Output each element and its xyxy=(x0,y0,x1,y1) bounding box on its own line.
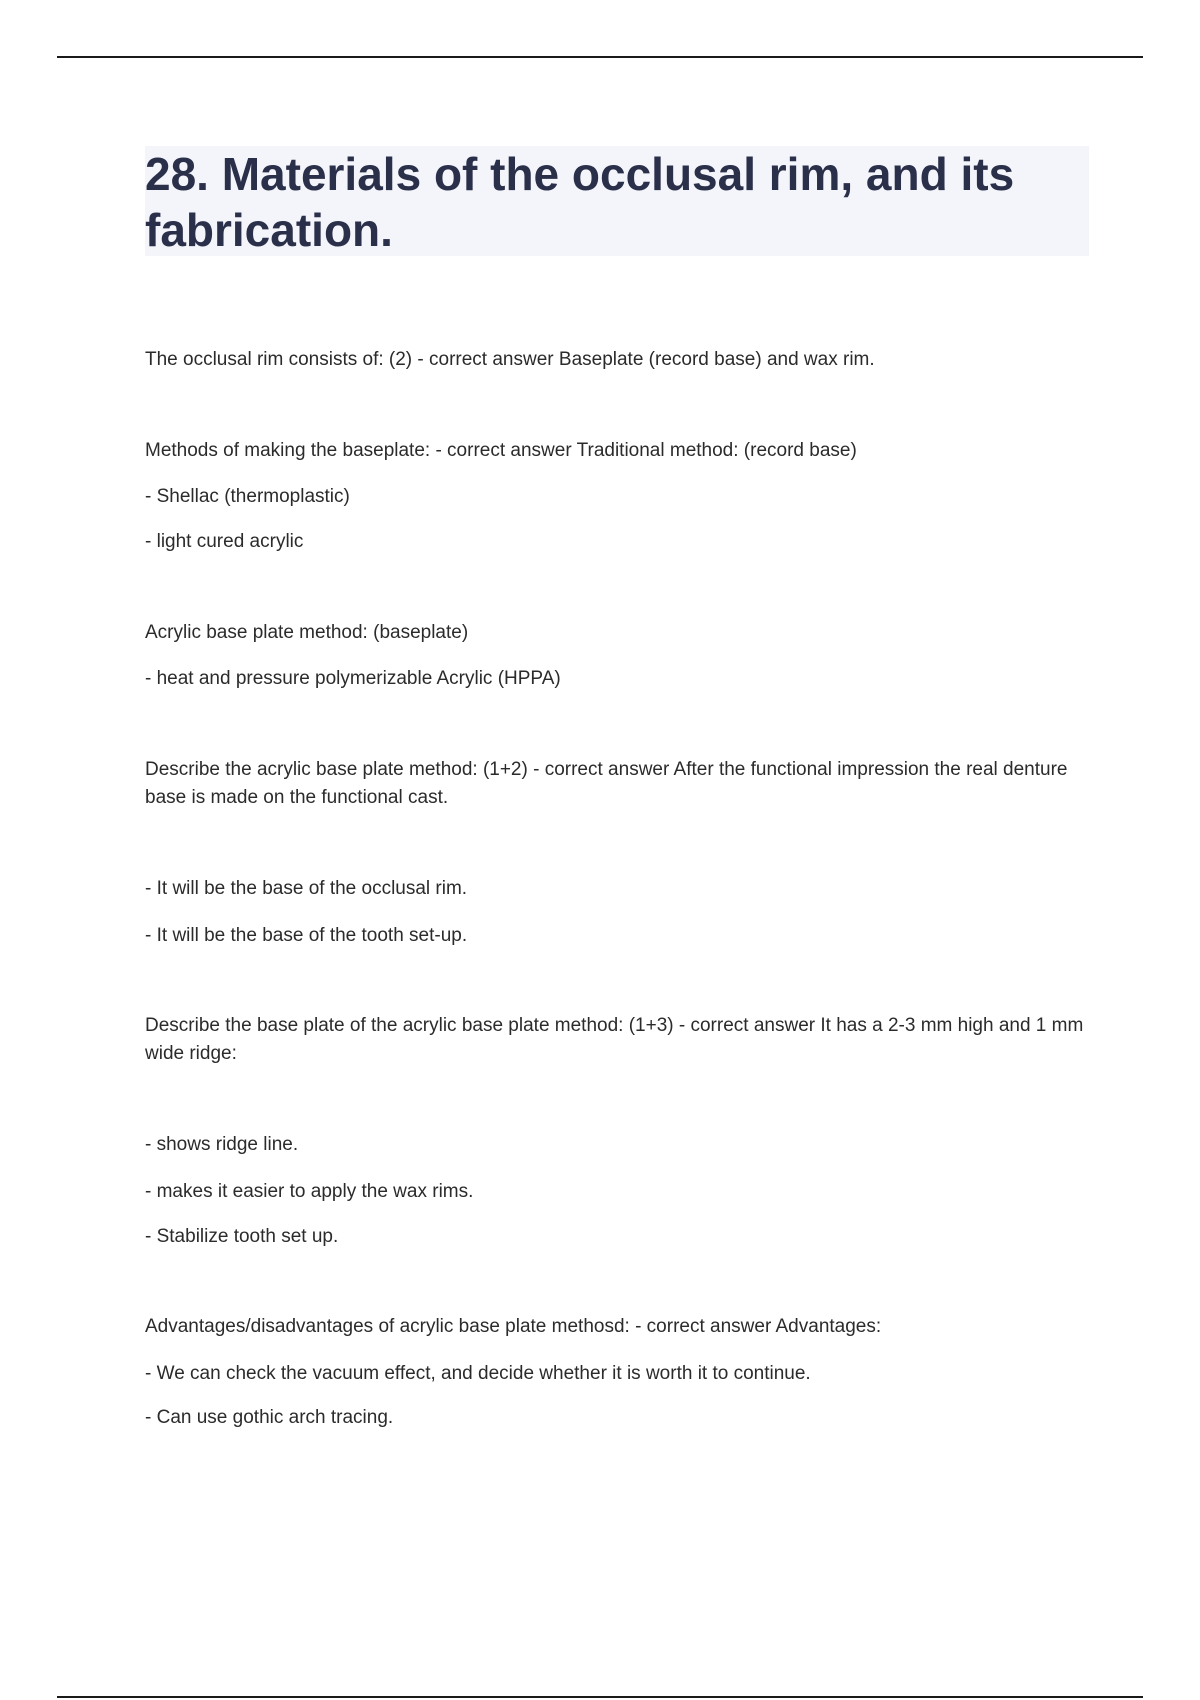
list-item: - shows ridge line. xyxy=(145,1134,299,1155)
paragraph: Describe the base plate of the acrylic base plate method: (1+3) - correct answer It has a 2-3 mm high and 1 mm wide ridge: xyxy=(145,1015,1084,1064)
list-item: - Stabilize tooth set up. xyxy=(145,1226,339,1247)
list-item: - It will be the base of the occlusal rim. xyxy=(145,878,468,899)
list-item: - Shellac (thermoplastic) xyxy=(145,486,350,507)
list-item: - We can check the vacuum effect, and decide whether it is worth it to continue. xyxy=(145,1363,811,1384)
list-item: - It will be the base of the tooth set-up. xyxy=(145,925,468,946)
list-item: - Can use gothic arch tracing. xyxy=(145,1407,394,1428)
top-rule xyxy=(57,56,1143,58)
bottom-rule xyxy=(57,1696,1143,1698)
paragraph: The occlusal rim consists of: (2) - correct answer Baseplate (record base) and wax rim. xyxy=(145,349,875,370)
paragraph: Advantages/disadvantages of acrylic base plate methosd: - correct answer Advantages: xyxy=(145,1316,882,1337)
list-item: - makes it easier to apply the wax rims. xyxy=(145,1181,474,1202)
list-item: - light cured acrylic xyxy=(145,531,304,552)
list-item: - heat and pressure polymerizable Acrylic (HPPA) xyxy=(145,668,561,689)
paragraph: Describe the acrylic base plate method: (1+2) - correct answer After the functional impression the real denture base is made on the functional cast. xyxy=(145,759,1068,808)
paragraph: Acrylic base plate method: (baseplate) xyxy=(145,622,469,643)
paragraph: Methods of making the baseplate: - correct answer Traditional method: (record base) xyxy=(145,440,857,461)
page-title: 28. Materials of the occlusal rim, and its fabrication. xyxy=(145,148,1015,256)
